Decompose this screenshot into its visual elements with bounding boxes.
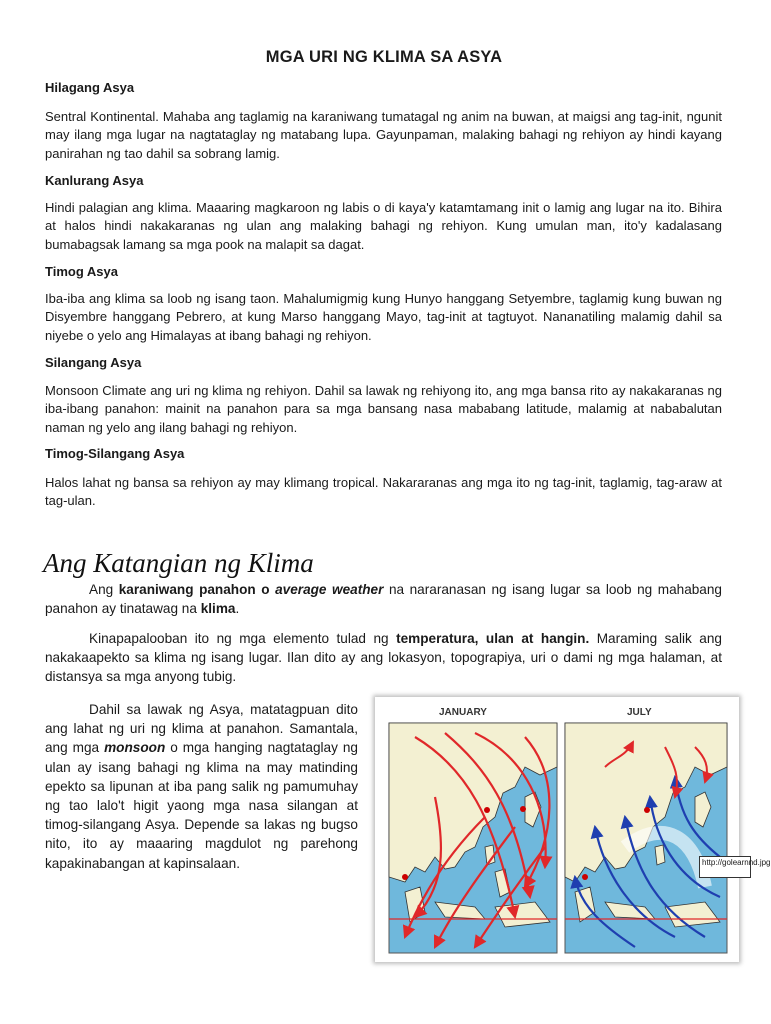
page-title: MGA URI NG KLIMA SA ASYA (265, 48, 503, 66)
paragraph-katangian-2: Kinapapalooban ito ng mga elemento tulad ng temperatura, ulan at hangin. Maraming salik ang nakakaapekto sa klima ng isang lugar. Ilan dito ay ang lokasyon, topograpiya, uri o dami ng mga halaman, at distansya sa mga anyong tubig. (45, 631, 722, 685)
monsoon-map-figure (375, 697, 739, 962)
paragraph-timog-silangang-asya: Halos lahat ng bansa sa rehiyon ay may klimang tropical. Nakararanas ang mga ito ng tag-init, taglamig, tag-araw at tag-ulan. (45, 475, 722, 509)
map-source-caption: http://golearnnd.jpg (699, 856, 751, 878)
july-label: JULY (627, 707, 652, 718)
january-map-panel (389, 707, 557, 953)
paragraph-hilagang-asya: Sentral Kontinental. Mahaba ang taglamig na karaniwang tumatagal ng anim na buwan, at maigsi ang tag-init, ngunit may ilang mga lugar na nagtataglay ng matabang lupa. Gayunpaman, malaking bahagi ng rehiyon ay hindi kayang panirahan ng tao dahil sa sobrang lamig. (45, 109, 722, 161)
monsoon-map-image (375, 697, 739, 962)
heading-timog-asya: Timog Asya (45, 264, 118, 279)
paragraph-katangian-1: Ang karaniwang panahon o average weather na nararanasan ng isang lugar sa loob ng mahabang panahon ay tinatawag na klima. (45, 582, 722, 617)
heading-silangang-asya: Silangang Asya (45, 355, 142, 370)
heading-kanlurang-asya: Kanlurang Asya (45, 173, 144, 188)
paragraph-timog-asya: Iba-iba ang klima sa loob ng isang taon. Mahalumigmig kung Hunyo hanggang Setyembre, taglamig kung buwan ng Disyembre hanggang Pebrero, at kung Marso hanggang Mayo, tag-init at tagtuyot. Nananatiling malamig dahil sa niyebe o yelo ang Himalayas at ibang bahagi ng rehiyon. (45, 291, 722, 343)
heading-hilagang-asya: Hilagang Asya (45, 80, 135, 95)
july-map-panel (565, 707, 727, 953)
paragraph-kanlurang-asya: Hindi palagian ang klima. Maaaring magkaroon ng labis o di kaya'y katamtamang init o lamig ang lugar na ito. Bihira at halos hindi nakakaranas ng ulan ang malaking bahagi ng rehiyon. Kung umulan man, ito'y kadalasang bumabagsak lamang sa mga pook na malapit sa dagat. (45, 200, 722, 252)
january-label: JANUARY (439, 707, 487, 718)
heading-timog-silangang-asya: Timog-Silangang Asya (45, 446, 185, 461)
section-heading-katangian: Ang Katangian ng Klima (43, 548, 314, 578)
paragraph-silangang-asya: Monsoon Climate ang uri ng klima ng rehiyon. Dahil sa lawak ng rehiyong ito, ang mga bansa rito ay nakakaranas ng iba-ibang panahon: mainit na panahon para sa mga bansang nasa mababang latitude, malamig at nababalutan naman ng yelo ang ilang bahagi ng rehiyon. (45, 383, 722, 435)
paragraph-katangian-3: Dahil sa lawak ng Asya, matatagpuan dito ang lahat ng uri ng klima at panahon. Samantala, ang mga monsoon o mga hanging nagtataglay ng ulan ay isang bahagi ng klima na may matinding epekto sa lipunan at iba pang salik ng pamumuhay ng tao lalo't higit yaong mga nasa silangan at timog-silangang Asya. Depende sa lakas ng bugso nito, ito ay maaaring magdulot ng parehong kapakinabangan at kapinsalaan. (45, 702, 358, 871)
